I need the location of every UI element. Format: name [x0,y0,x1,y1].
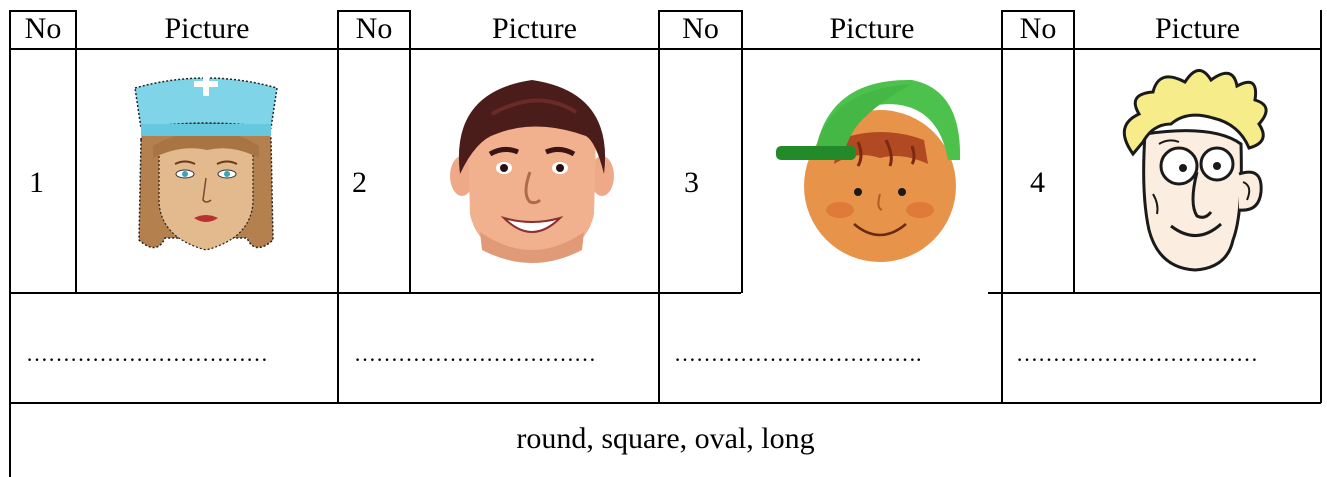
answer-blank[interactable]: ……………………………. [674,342,922,366]
word-bank: round, square, oval, long [516,422,815,455]
table-border-right [1320,10,1322,403]
column-divider [75,10,77,293]
row-number: 3 [684,166,699,199]
answer-blank[interactable]: …………………………… [354,342,596,366]
cartoon-man-face-icon [1093,54,1301,286]
header-no: No [1019,12,1057,45]
nurse-face-icon [95,54,317,286]
header-no: No [355,12,393,45]
column-divider [337,10,339,403]
header-no: No [682,12,719,45]
header-divider [9,48,1321,50]
row-number: 4 [1030,166,1045,199]
header-picture: Picture [1155,12,1240,45]
row-divider [988,292,1321,294]
column-divider [1073,10,1075,293]
answer-blank[interactable]: …………………………… [26,342,268,366]
header-picture: Picture [164,12,250,45]
row-divider [9,292,741,294]
header-picture: Picture [492,12,577,45]
answer-blank[interactable]: …………………………… [1016,342,1258,366]
header-picture: Picture [829,12,915,45]
row-divider [9,402,1321,404]
smiling-man-face-icon [426,54,638,286]
column-divider [1001,10,1003,403]
row-number: 2 [352,166,367,199]
column-divider [409,10,411,293]
table-border-left [9,10,11,477]
boy-with-cap-face-icon [762,60,988,300]
column-divider [741,10,743,293]
column-divider [658,10,660,403]
header-no: No [24,12,62,45]
row-number: 1 [29,166,44,199]
